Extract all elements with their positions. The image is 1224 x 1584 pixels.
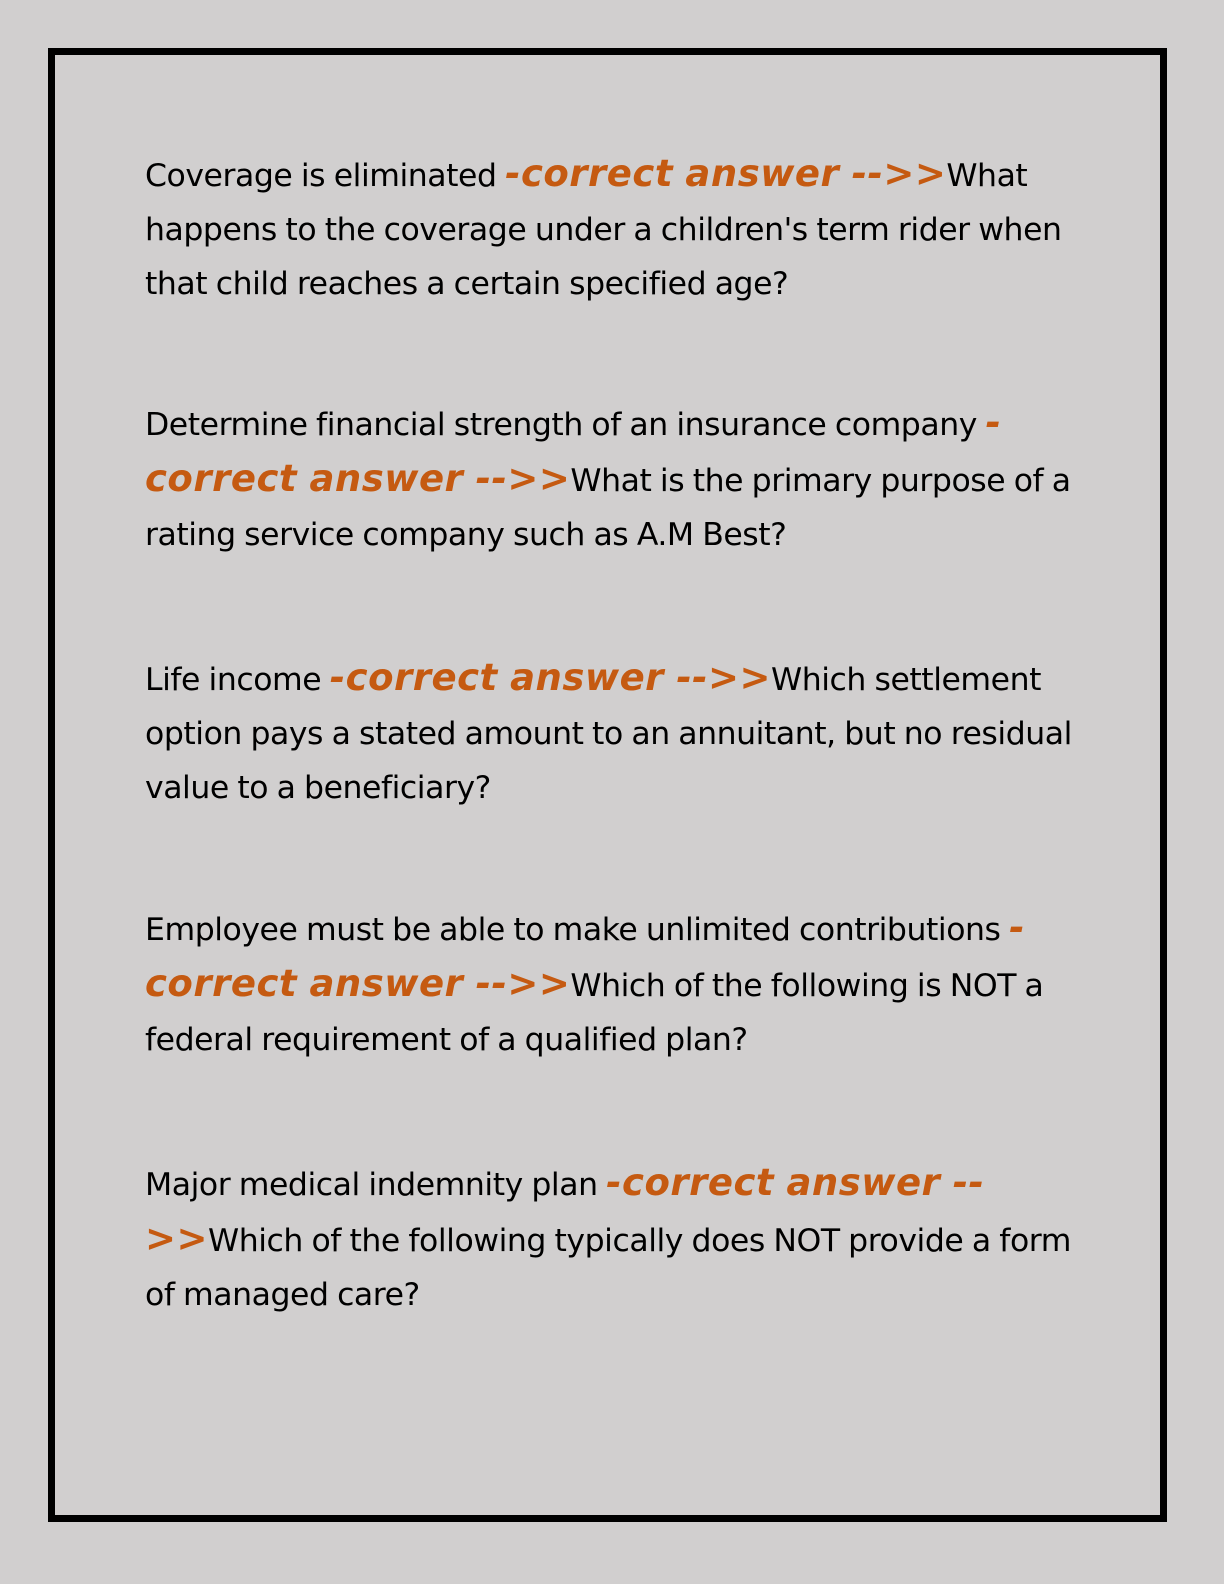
question-text: Which settlement option pays a stated amount to an annuitant, but no residual value to a beneficiary? [145, 662, 1072, 806]
correct-answer-marker: -correct answer -->> [145, 1161, 985, 1260]
question-text: What is the primary purpose of a rating service company such as A.M Best? [145, 463, 1071, 553]
correct-answer-marker: -correct answer -->> [505, 152, 947, 195]
qa-entry [145, 651, 1090, 815]
question-text: Which of the following is NOT a federal requirement of a qualified plan? [145, 968, 1044, 1058]
correct-answer-marker: -correct answer -->> [329, 656, 772, 699]
answer-text: Employee must be able to make unlimited contributions [145, 912, 1010, 948]
question-text: Which of the following typically does NOT provide a form of managed care? [145, 1223, 1071, 1313]
correct-answer-marker: -correct answer -->> [145, 906, 1025, 1005]
question-text: What happens to the coverage under a children's term rider when that child reaches a certain specified age? [145, 158, 1062, 302]
qa-entry [145, 901, 1090, 1067]
correct-answer-marker: -correct answer -->> [145, 401, 1002, 500]
answer-text: Determine financial strength of an insurance company [145, 407, 986, 443]
answer-text: Coverage is eliminated [145, 158, 506, 194]
answer-text: Major medical indemnity plan [145, 1167, 607, 1203]
qa-entry [145, 147, 1090, 311]
answer-text: Life income [145, 662, 330, 698]
qa-entry [145, 1156, 1090, 1322]
qa-entry [145, 396, 1090, 562]
